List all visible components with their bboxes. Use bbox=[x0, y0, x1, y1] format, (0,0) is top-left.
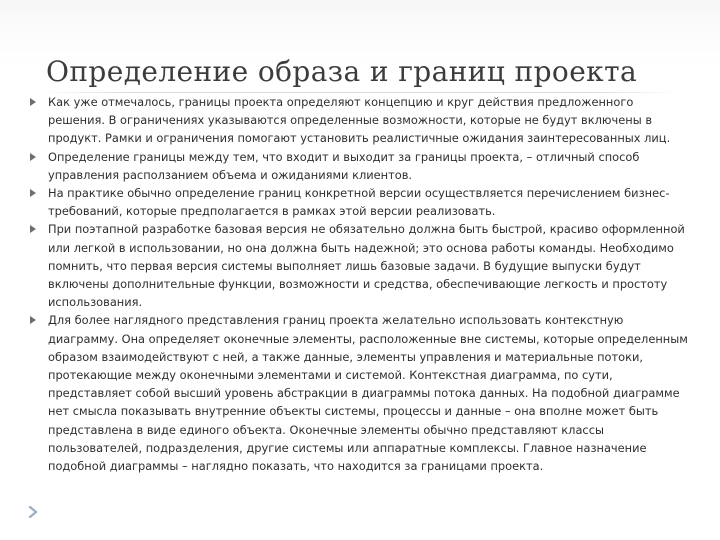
bullet-text: Как уже отмечалось, границы проекта определяют концепцию и круг действия предложенного решения. В ограничениях указываются определенные возможности, которые не будут включены в продукт. Рамки и ограничения помогают установить реалистичные ожидания заинтересованных лиц. bbox=[48, 95, 671, 146]
triangle-right-icon bbox=[30, 153, 36, 161]
bullet-item bbox=[28, 184, 692, 220]
bullet-item bbox=[28, 93, 692, 148]
bullet-list bbox=[28, 93, 692, 475]
bullet-item bbox=[28, 311, 692, 475]
bullet-text: На практике обычно определение границ конкретной версии осуществляется перечислением бизнес-требований, которые предполагается в рамках этой версии реализовать. bbox=[48, 186, 670, 219]
triangle-right-icon bbox=[30, 316, 36, 324]
triangle-right-icon bbox=[30, 98, 36, 106]
slide-title: Определение образа и границ проекта bbox=[46, 55, 638, 88]
bullet-item bbox=[28, 148, 692, 184]
triangle-right-icon bbox=[30, 189, 36, 197]
bullet-text: При поэтапной разработке базовая версия не обязательно должна быть быстрой, красиво оформленной или легкой в использовании, но она должна быть надежной; это основа работы команды. Необходимо помнить, что первая версия системы выполняет лишь базовые задачи. В будущие выпуски будут включены дополнительные функции, возможности и средства, обеспечивающие легкость и простоту использования. bbox=[48, 222, 685, 310]
triangle-right-icon bbox=[30, 225, 36, 233]
bullet-text: Определение границы между тем, что входит и выходит за границы проекта, – отличный способ управления расползанием объема и ожиданиями клиентов. bbox=[48, 149, 640, 182]
bullet-text: Для более наглядного представления границ проекта желательно использовать контекстную диаграмму. Она определяет оконечные элементы, расположенные вне системы, которые определенным образом взаимодействуют с ней, а также данные, элементы управления и материальные потоки, протекающие между оконечными элементами и системой. Контекстная диаграмма, по сути, представляет собой высший уровень абстракции в диаграммы потока данных. На подобной диаграмме нет смысла показывать внутренние объекты системы, процессы и данные – она вполне может быть представлена в виде единого объекта. Оконечные элементы обычно представляют классы пользователей, подразделения, другие системы или аппаратные комплексы. Главное назначение подобной диаграммы – наглядно показать, что находится за границами проекта. bbox=[48, 313, 688, 474]
bullet-item bbox=[28, 220, 692, 311]
chevron-right-icon bbox=[28, 506, 38, 518]
